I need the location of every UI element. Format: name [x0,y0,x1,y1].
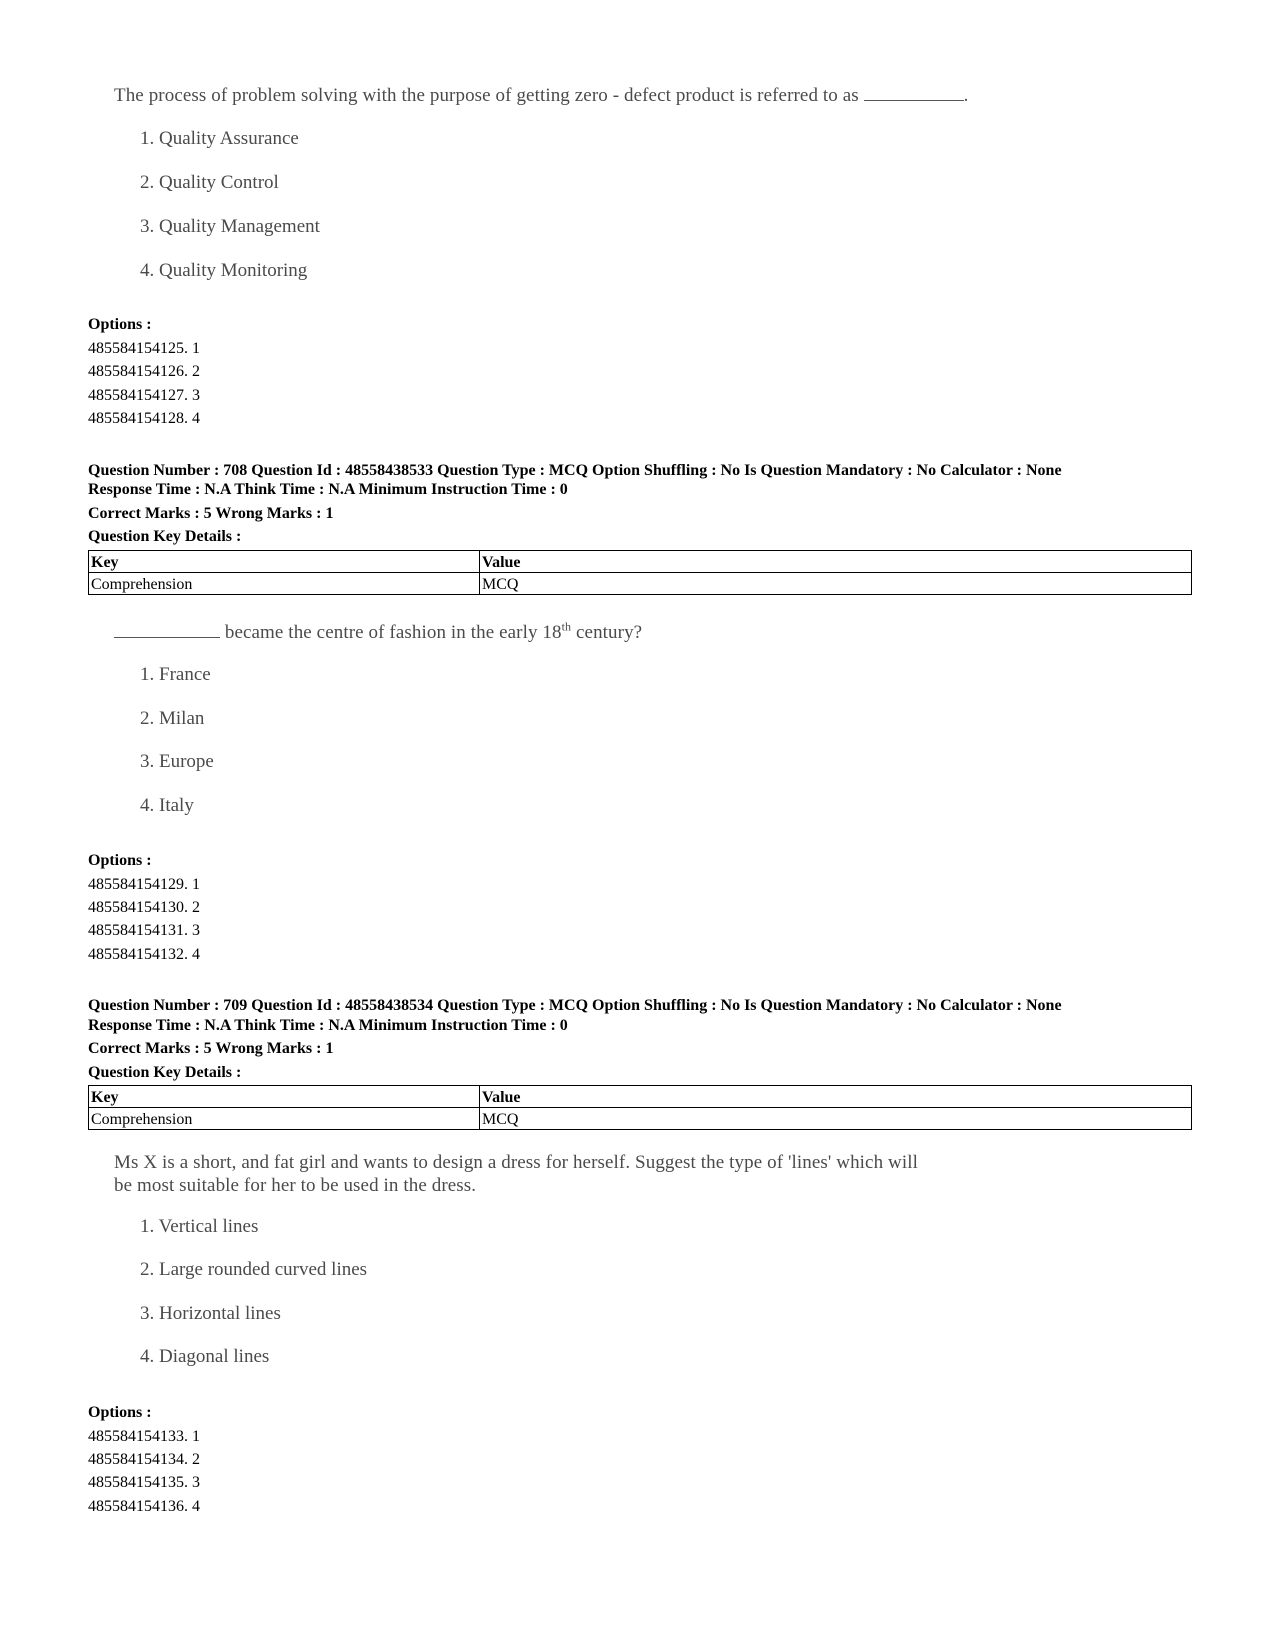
table-row [89,1108,1192,1130]
table-header-value: Value [480,1086,1192,1108]
option-id: 485584154127. 3 [88,387,200,404]
key-details-table [88,1085,1192,1130]
option-id: 485584154125. 1 [88,340,200,357]
option-id: 485584154134. 2 [88,1451,200,1468]
choice-item: 3. Quality Management [140,216,320,237]
question-stem-line1: Ms X is a short, and fat girl and wants to design a dress for herself. Suggest the type of 'lines' which will [114,1152,918,1173]
option-id: 485584154129. 1 [88,876,200,893]
choice-item: 4. Quality Monitoring [140,260,308,281]
choice-item: 2. Quality Control [140,172,279,193]
question-stem: The process of problem solving with the purpose of getting zero - defect product is referred to as [114,85,864,106]
table-cell-key: Comprehension [89,1108,480,1130]
option-id: 485584154130. 2 [88,899,200,916]
question-header-timing: Response Time : N.A Think Time : N.A Minimum Instruction Time : 0 [88,1017,568,1034]
choice-item: 3. Horizontal lines [140,1303,281,1324]
key-details-table [88,550,1192,595]
table-header-key: Key [89,551,480,573]
choice-item: 1. France [140,664,211,685]
question-image-text: The process of problem solving with the purpose of getting zero - defect product is referred to as . [114,85,969,106]
options-label: Options : [88,316,152,333]
options-label: Options : [88,852,152,869]
table-cell-key: Comprehension [89,573,480,595]
choice-item: 1. Quality Assurance [140,128,299,149]
choice-item: 2. Milan [140,708,205,729]
table-header-value: Value [480,551,1192,573]
option-id: 485584154133. 1 [88,1428,200,1445]
key-details-label: Question Key Details : [88,1064,242,1081]
question-header-timing: Response Time : N.A Think Time : N.A Minimum Instruction Time : 0 [88,481,568,498]
table-header-row [89,551,1192,573]
choice-item: 4. Italy [140,795,194,816]
choice-item: 4. Diagonal lines [140,1346,270,1367]
option-id: 485584154136. 4 [88,1498,200,1515]
table-cell-value: MCQ [480,573,1192,595]
question-header: Question Number : 709 Question Id : 48558438534 Question Type : MCQ Option Shuffling : No Is Question Mandatory : No Calculator : None [88,997,1062,1014]
options-label: Options : [88,1404,152,1421]
choice-item: 3. Europe [140,751,214,772]
key-details-label: Question Key Details : [88,528,242,545]
table-header-key: Key [89,1086,480,1108]
table-cell-value: MCQ [480,1108,1192,1130]
question-image-text [114,1151,1014,1197]
option-id: 485584154132. 4 [88,946,200,963]
question-header: Question Number : 708 Question Id : 48558438533 Question Type : MCQ Option Shuffling : No Is Question Mandatory : No Calculator : None [88,462,1062,479]
choice-item: 1. Vertical lines [140,1216,259,1237]
question-stem: became the centre of fashion in the early 18 [220,622,562,643]
marks-info: Correct Marks : 5 Wrong Marks : 1 [88,505,334,522]
option-id: 485584154128. 4 [88,410,200,427]
choice-item: 2. Large rounded curved lines [140,1259,368,1280]
question-stem-line2: be most suitable for her to be used in the dress. [114,1175,477,1196]
answer-blank [114,637,220,638]
answer-blank [864,100,964,101]
option-id: 485584154135. 3 [88,1474,200,1491]
table-row [89,573,1192,595]
option-id: 485584154126. 2 [88,363,200,380]
table-header-row [89,1086,1192,1108]
option-id: 485584154131. 3 [88,922,200,939]
question-image-text: became the centre of fashion in the early 18th century? [114,621,814,644]
marks-info: Correct Marks : 5 Wrong Marks : 1 [88,1040,334,1057]
